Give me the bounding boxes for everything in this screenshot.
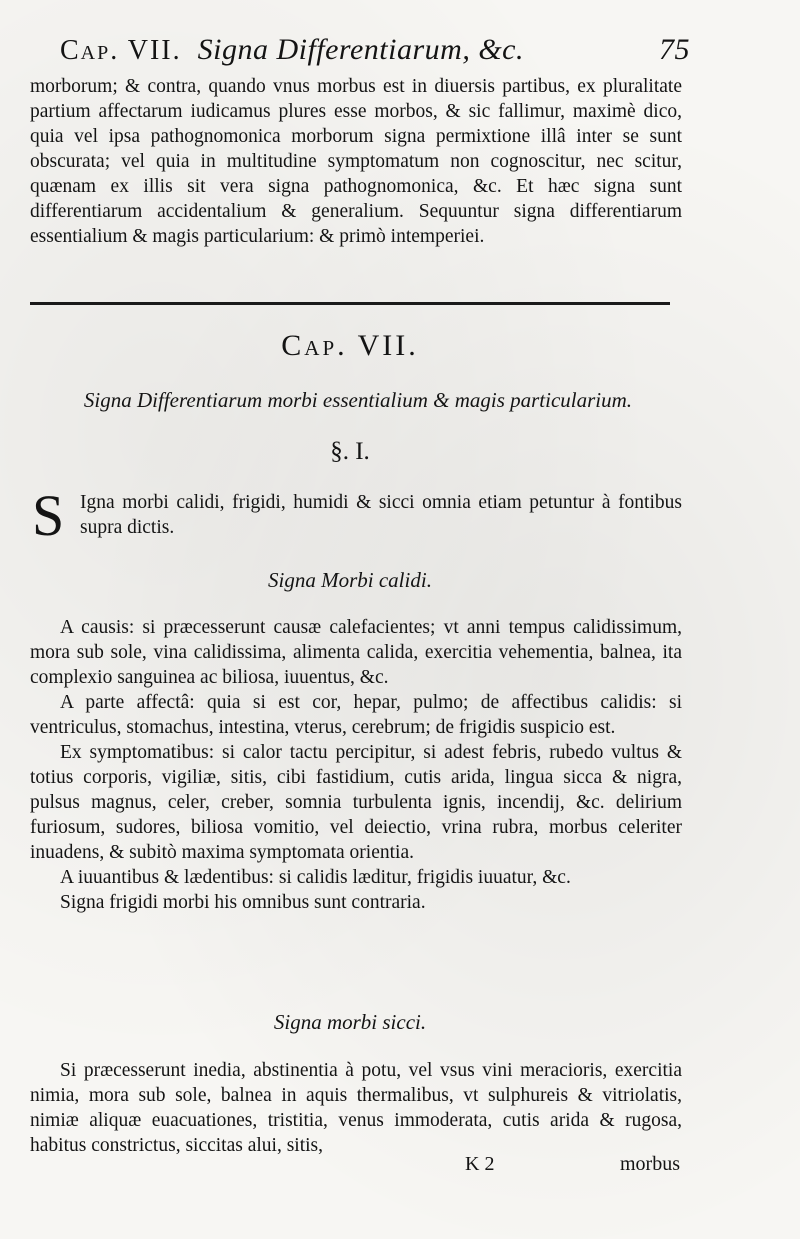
paragraph-a-iuuantibus: A iuuantibus & lædentibus: si calidis læditur, frigidis iuuatur, &c. [60, 867, 571, 888]
paragraph-ex-symptomatibus: Ex symptomatibus: si calor tactu percipitur, si adest febris, rubedo vultus & totius corporis, vigiliæ, sitis, cibi fastidium, cutis arida, lingua sicca & nigra, pulsus magnus, celer, creber, somnia turbulenta ignis, incendij, &c. delirium furiosum, sudores, biliosa vomitio, vel deiectio, vrina rubra, morbus celeriter inuadens, & subitò maxima symptomata orientia. [30, 742, 682, 863]
intro-paragraph: Igna morbi calidi, frigidi, humidi & sicci omnia etiam petuntur à fontibus supra dictis. [80, 492, 682, 538]
chapter-heading: Cap. VII. [281, 329, 419, 362]
heading-morbi-sicci: Signa morbi sicci. [273, 1010, 427, 1034]
catchword: morbus [620, 1153, 680, 1175]
running-head [60, 30, 690, 70]
heading-morbi-calidi: Signa Morbi calidi. [268, 568, 432, 592]
chapter-subtitle: Signa Differentiarum morbi essentialium & magis particularium. [83, 388, 633, 412]
section-calidi-body [30, 615, 682, 915]
page-number: 75 [659, 33, 690, 66]
paragraph-a-parte-affecta: A parte affectâ: quia si est cor, hepar, pulmo; de affectibus calidis: si ventriculus, stomachus, intestina, vterus, cerebrum; de frigidis suspicio est. [30, 692, 682, 738]
paragraph-a-causis: A causis: si præcesserunt causæ calefacientes; vt anni tempus calidissimum, mora sub sole, vina calidissima, alimenta calida, exercitia vehementia, balnea, ita complexio sanguinea ac biliosa, iuuentus, &c. [30, 617, 682, 688]
running-head-chapter: Cap. VII. [60, 35, 182, 66]
horizontal-rule [30, 302, 670, 305]
running-head-title: Signa Differentiarum, &c. [197, 33, 524, 66]
section-number: §. I. [330, 438, 370, 465]
signature-mark: K 2 [465, 1153, 495, 1175]
continued-paragraph: morborum; & contra, quando vnus morbus est in diuersis partibus, ex pluralitate partium affectarum iudicamus plures esse morbos, & sic fallimur, maximè dico, quia vel ipsa pathognomonica morborum signa permixtione illâ inter se sunt obscurata; vel quia in multitudine symptomatum non cognoscitur, nec scitur, quænam ex illis sit vera signa pathognomonica, &c. Et hæc signa sunt differentiarum accidentalium & generalium. Sequuntur signa differentiarum essentialium & magis particularium: & primò intemperiei. [30, 76, 682, 247]
paragraph-si-praecesserunt: Si præcesserunt inedia, abstinentia à potu, vel vsus vini meracioris, exercitia nimia, mora sub sole, balnea in aquis thermalibus, vt sulphureis & vitriolatis, nimiæ aliquæ euacuationes, tristitia, venus immoderata, cutis arida & rugosa, habitus constrictus, siccitas alui, sitis, [30, 1060, 682, 1156]
section-sicci-body [30, 1058, 682, 1158]
drop-cap: S [32, 483, 65, 548]
paragraph-signa-frigidi: Signa frigidi morbi his omnibus sunt contraria. [60, 892, 426, 913]
